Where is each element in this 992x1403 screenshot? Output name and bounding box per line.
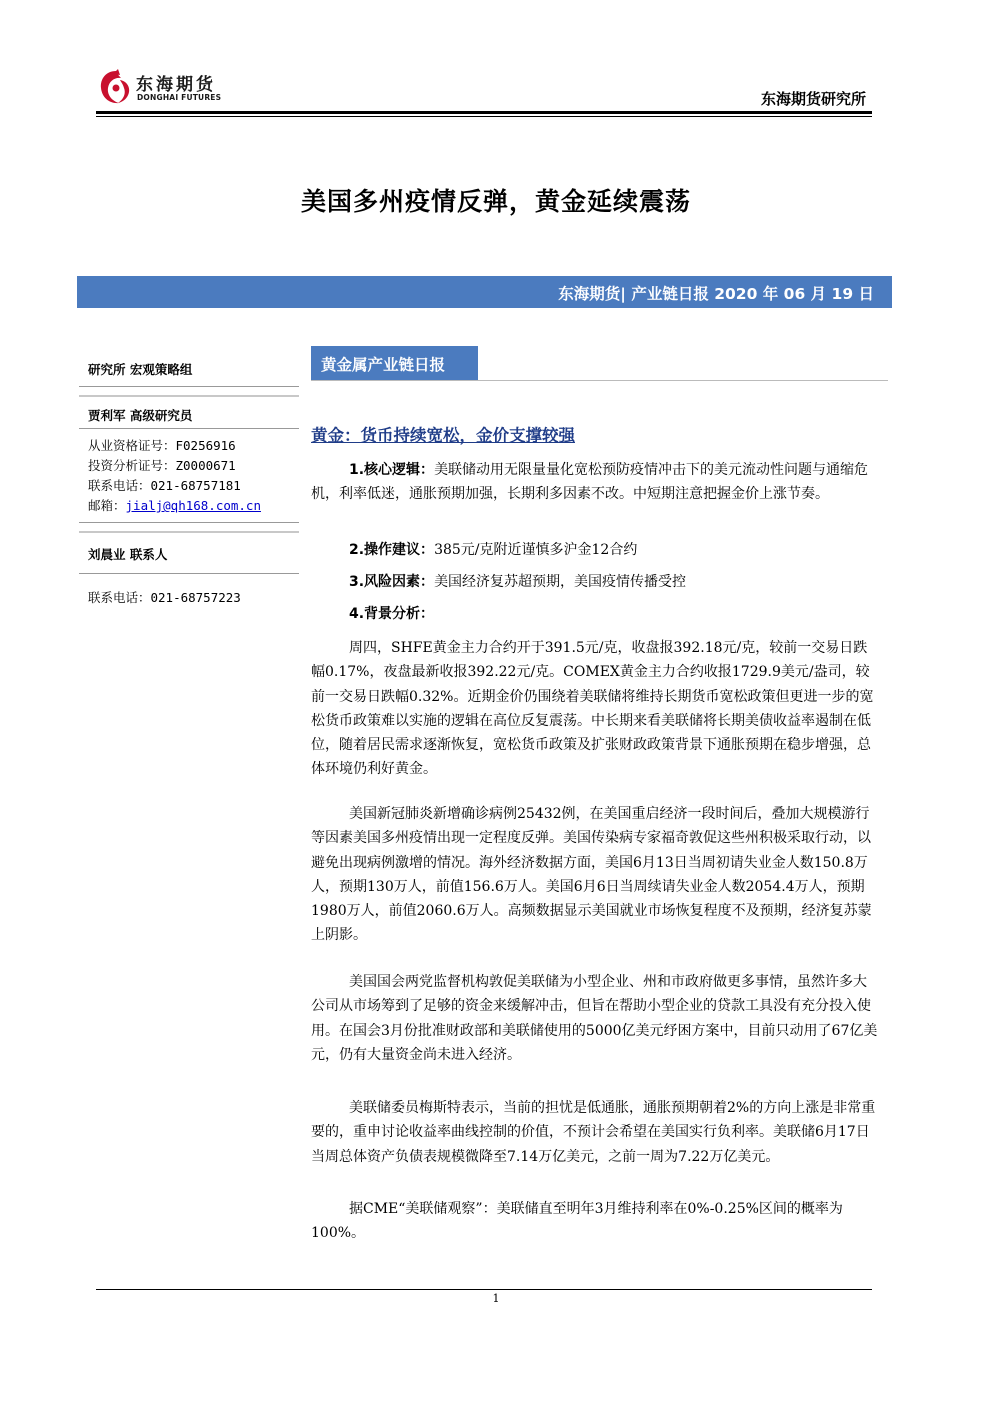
paragraph-background-3: 美国国会两党监督机构敦促美联储为小型企业、州和市政府做更多事情，虽然许多大公司从市场筹到了足够的资金来缓解冲击，但旨在帮助小型企业的贷款工具没有充分投入使用。在国会3月份批准财政部和美联储使用的5000亿美元纾困方案中，目前只动用了67亿美元，仍有大量资金尚未进入经济。: [311, 974, 878, 1063]
paragraph-background-4: 美联储委员梅斯特表示，当前的担忧是低通胀，通胀预期朝着2%的方向上涨是非常重要的，重申讨论收益率曲线控制的价值，不预计会希望在美国实行负利率。美联储6月17日当周总体资产负债表规模微降至7.14万亿美元，之前一周为7.22万亿美元。: [311, 1100, 876, 1165]
sidebar-divider: [79, 573, 299, 574]
logo-text-en: DONGHAI FUTURES: [137, 93, 222, 102]
sidebar-group: 研究所 宏观策略组: [88, 362, 193, 377]
sidebar-divider: [79, 428, 299, 429]
paragraph-core-logic: [311, 458, 879, 507]
sidebar-analyst-title: 贾利军 高级研究员: [88, 408, 193, 423]
report-title: 美国多州疫情反弹，黄金延续震荡: [300, 187, 691, 216]
dragon-logo-icon: [98, 68, 134, 106]
section-label-text: 黄金属产业链日报: [321, 356, 446, 374]
paragraph-label: 1.核心逻辑：: [349, 462, 435, 478]
paragraph-text: 385元/克附近谨慎多沪金12合约: [434, 542, 638, 558]
paragraph-suggestion: [311, 538, 879, 562]
paragraph-label: 4.背景分析：: [349, 606, 435, 622]
paragraph-text: 美联储动用无限量量化宽松预防疫情冲击下的美元流动性问题与通缩危机，利率低迷，通胀预期加强，长期利多因素不改。中短期注意把握金价上涨节奏。: [311, 462, 869, 503]
logo: [98, 68, 238, 108]
sidebar-analyst-line: 从业资格证号：F0256916: [88, 438, 236, 453]
paragraph-text: 美国经济复苏超预期，美国疫情传播受控: [434, 574, 687, 590]
email-link[interactable]: jialj@qh168.com.cn: [125, 498, 261, 513]
footer-rule: [96, 1289, 872, 1290]
sidebar-band: [79, 395, 299, 397]
paragraph-background-2: 美国新冠肺炎新增确诊病例25432例，在美国重启经济一段时间后，叠加大规模游行等因素美国多州疫情出现一定程度反弹。美国传染病专家福奇敦促这些州积极采取行动，以避免出现病例激增的情况。海外经济数据方面，美国6月13日当周初请失业金人数150.8万人，预期130万人，前值156.6万人。美国6月6日当周续请失业金人数2054.4万人，预期1980万人，前值2060.6万人。高频数据显示美国就业市场恢复程度不及预期，经济复苏蒙上阴影。: [311, 806, 872, 944]
sidebar-contact-phone: 联系电话：021-68757223: [88, 590, 241, 605]
paragraph-background-label: [311, 602, 879, 626]
sidebar-analyst-line: 投资分析证号：Z0000671: [88, 458, 236, 473]
logo-text-cn: 东海期货: [136, 75, 216, 95]
banner-text: 东海期货| 产业链日报 2020 年 06 月 19 日: [558, 285, 874, 303]
sidebar-analyst-line: 联系电话：021-68757181: [88, 478, 241, 493]
report-banner: [77, 276, 892, 308]
sidebar-email-row: [88, 495, 261, 516]
paragraph-background-1: 周四，SHFE黄金主力合约开于391.5元/克，收盘报392.18元/克，较前一交易日跌幅0.17%，夜盘最新收报392.22元/克。COMEX黄金主力合约收报1729.9美元/盎司，较前一交易日跌幅0.32%。近期金价仍围绕着美联储将维持长期货币宽松政策但更进一步的宽松货币政策难以实施的逻辑在高位反复震荡。中长期来看美联储将长期美债收益率遏制在低位，随着居民需求逐渐恢复，宽松货币政策及扩张财政政策背景下通胀预期在稳步增强，总体环境仍利好黄金。: [311, 640, 874, 778]
sidebar-email-label: 邮箱：: [88, 498, 126, 513]
paragraph-label: 2.操作建议：: [349, 542, 435, 558]
paragraph-label: 3.风险因素：: [349, 574, 435, 590]
sidebar-divider: [79, 386, 299, 387]
header-rule-thin: [96, 116, 872, 117]
article-heading: 黄金：货币持续宽松，金价支撑较强: [311, 426, 575, 445]
section-label: [311, 346, 478, 380]
section-divider: [311, 380, 888, 381]
header-institute: 东海期货研究所: [760, 90, 866, 108]
paragraph-background-5: 据CME“美联储观察”：美联储直至明年3月维持利率在0%-0.25%区间的概率为100%。: [311, 1201, 843, 1242]
sidebar-divider: [79, 522, 299, 523]
sidebar-band: [79, 531, 299, 533]
header-rule: [96, 111, 872, 114]
sidebar-contact-title: 刘晨业 联系人: [88, 547, 168, 562]
page-number: 1: [492, 1292, 500, 1305]
paragraph-risk: [311, 570, 879, 594]
